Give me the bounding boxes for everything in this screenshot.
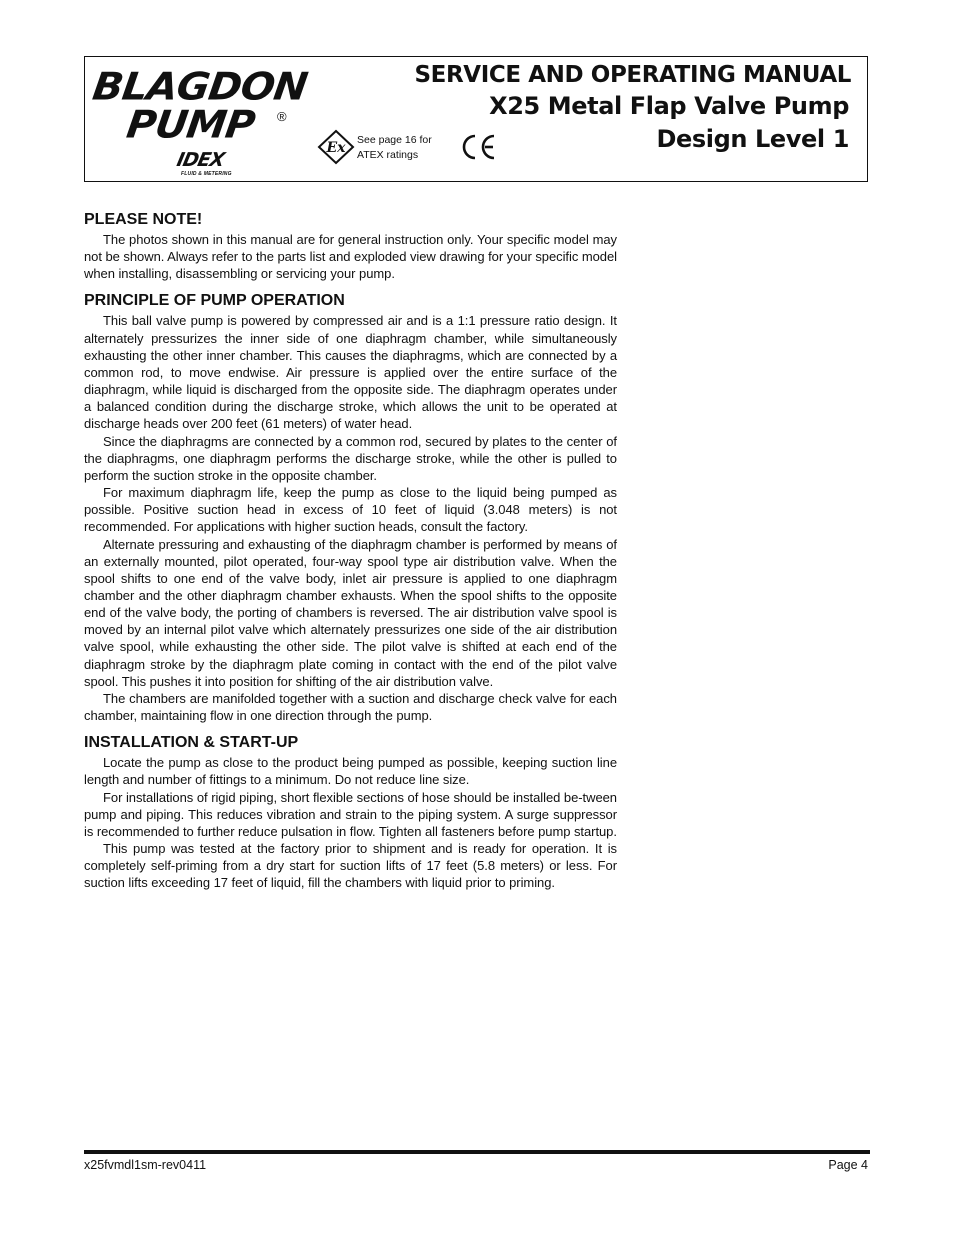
footer-rule [84,1150,870,1154]
section-installation-startup [84,733,617,891]
design-level: Design Level 1 [656,125,849,153]
ce-mark-icon [459,132,497,162]
blagdon-pump-logo [91,63,323,175]
atex-note-line2: ATEX ratings [357,149,419,161]
section-please-note [84,210,617,282]
atex-note-line1: See page 16 for [357,134,432,146]
idex-tagline: FLUID & METERING [181,171,232,177]
section-heading: INSTALLATION & START-UP [84,734,299,752]
product-name: X25 Metal Flap Valve Pump [489,92,849,120]
paragraph: The photos shown in this manual are for general instruction only. Your specific model may not be shown. Always refer to the parts list and exploded view drawing for your specific model when installing, disassembling or servicing your pump. [84,232,617,282]
section-heading: PLEASE NOTE! [84,211,203,228]
paragraph: This ball valve pump is powered by compressed air and is a 1:1 pressure ratio design. It alternately pressurizes the inner side of one diaphragm chamber, while simultaneously exhausting the other inner chamber. This causes the diaphragms, which are connected by a common rod, to move endwise. Air pressure is applied over the entire surface of the diaphragm, while liquid is discharged from the opposite side. The diaphragm operates under a balanced condition during the discharge stroke, which allows the unit to be operated at discharge heads over 200 feet (61 meters) of water head. [84,313,617,432]
footer-doc-code: x25fvmdl1sm-rev0411 [84,1158,207,1172]
paragraph: For installations of rigid piping, short flexible sections of hose should be installed be-tween pump and piping. This reduces vibration and strain to the piping system. A surge suppressor is recommended to further reduce pulsation in flow. Tighten all fasteners before pump startup. [84,789,617,839]
header-box [84,56,868,182]
logo-text-line2: PUMP [123,103,257,147]
section-heading: PRINCIPLE OF PUMP OPERATION [84,292,345,310]
main-content [84,210,617,891]
registered-mark: ® [277,109,287,124]
svg-text:Ex: Ex [326,140,346,156]
paragraph: Since the diaphragms are connected by a common rod, secured by plates to the center of the diaphragms, one diaphragm performs the discharge stroke, while the other is pulled to perform the suction stroke in the opposite chamber. [84,433,617,483]
paragraph: Locate the pump as close to the product being pumped as possible, keeping suction line length and number of fittings to a minimum. Do not reduce line size. [84,755,617,788]
section-principle-of-operation [84,291,617,724]
atex-note [357,133,432,163]
paragraph: This pump was tested at the factory prior to shipment and is ready for operation. It is completely self-priming from a dry start for suction lifts of 17 feet (5.8 meters) or less. For suction lifts exceeding 17 feet of liquid, fill the chambers with liquid prior to priming. [84,841,617,891]
paragraph: The chambers are manifolded together with a suction and discharge check valve for each chamber, maintaining flow in one direction through the pump. [84,690,617,724]
manual-title: SERVICE AND OPERATING MANUAL [414,62,851,88]
paragraph: Alternate pressuring and exhausting of the diaphragm chamber is performed by means of an externally mounted, pilot operated, four-way spool type air distribution valve. When the spool shifts to one end of the valve body, inlet air pressure is applied to one diaphragm chamber and the other diaphragm chamber exhausts. When the spool shifts to the opposite end of the valve body, the porting of chambers is reversed. The air distribution valve spool is moved by an internal pilot valve which alternately pressurizes one side of the air distribution valve spool, while exhausting the other side. The pilot valve is shifted at each end of the diaphragm stroke by the diaphragm plate coming in contact with the end of the pilot valve spool. This pushes it into position for shifting of the air distribution valve. [84,536,617,689]
footer-page-number: Page 4 [828,1158,868,1172]
logo-text-line1: BLAGDON [89,65,310,109]
paragraph: For maximum diaphragm life, keep the pump as close to the liquid being pumped as possible. Positive suction head in excess of 10 feet of liquid (3.048 meters) is not recommended. For applications with higher suction heads, consult the factory. [84,485,617,535]
idex-logo: IDEX [174,149,226,171]
atex-ex-icon [317,129,355,165]
